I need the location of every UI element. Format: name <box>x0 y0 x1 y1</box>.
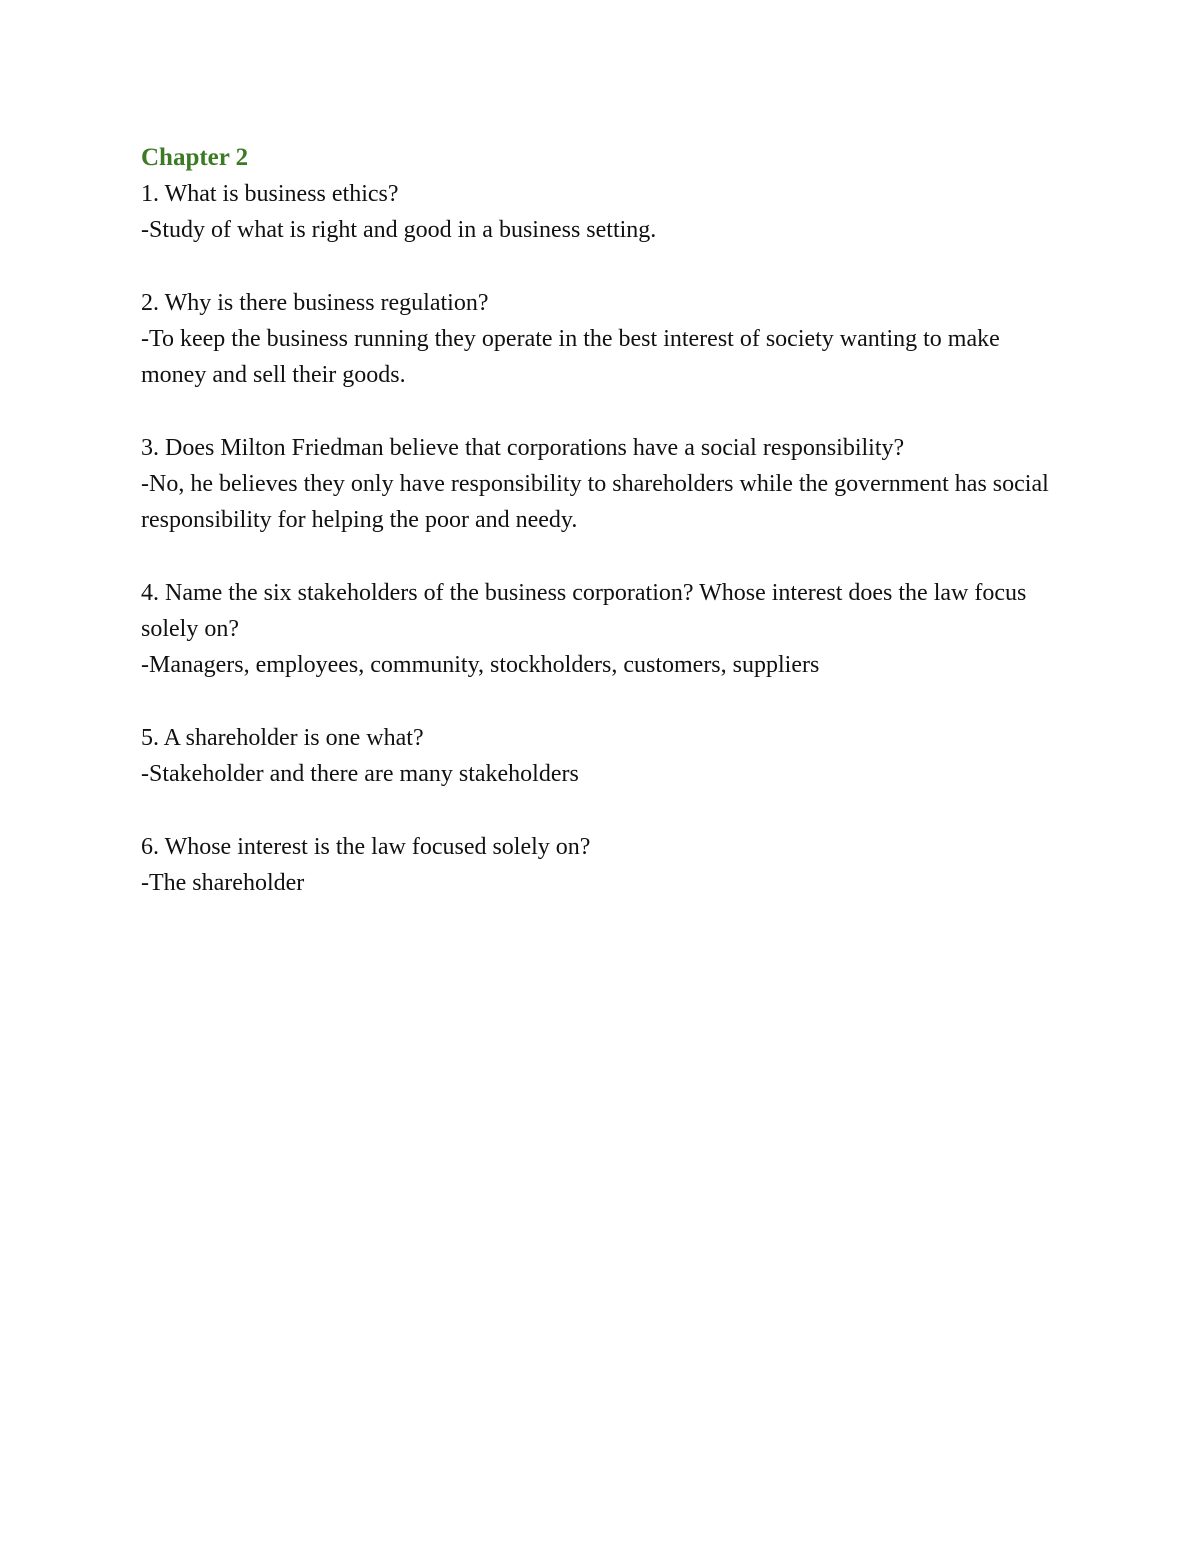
answer-1: -Study of what is right and good in a business setting. <box>141 217 657 243</box>
answer-5: -Stakeholder and there are many stakeholders <box>141 761 579 787</box>
question-5: 5. A shareholder is one what? <box>141 725 424 751</box>
qa-item-1 <box>141 176 1071 248</box>
answer-3: -No, he believes they only have responsibility to shareholders while the government has social responsibility for helping the poor and needy. <box>141 471 1049 533</box>
answer-6: -The shareholder <box>141 870 305 896</box>
qa-item-3 <box>141 430 1071 538</box>
qa-item-2 <box>141 285 1071 393</box>
question-6: 6. Whose interest is the law focused solely on? <box>141 834 591 860</box>
question-4: 4. Name the six stakeholders of the business corporation? Whose interest does the law focus solely on? <box>141 580 1027 642</box>
qa-item-5 <box>141 720 1071 792</box>
question-3: 3. Does Milton Friedman believe that corporations have a social responsibility? <box>141 435 905 461</box>
answer-4: -Managers, employees, community, stockholders, customers, suppliers <box>141 652 820 678</box>
question-1: 1. What is business ethics? <box>141 181 399 207</box>
qa-item-6 <box>141 829 1071 901</box>
chapter-title: Chapter 2 <box>141 144 249 171</box>
document-body <box>141 140 1071 938</box>
answer-2: -To keep the business running they operate in the best interest of society wanting to make money and sell their goods. <box>141 326 1000 388</box>
qa-item-4 <box>141 575 1071 683</box>
question-2: 2. Why is there business regulation? <box>141 290 489 316</box>
